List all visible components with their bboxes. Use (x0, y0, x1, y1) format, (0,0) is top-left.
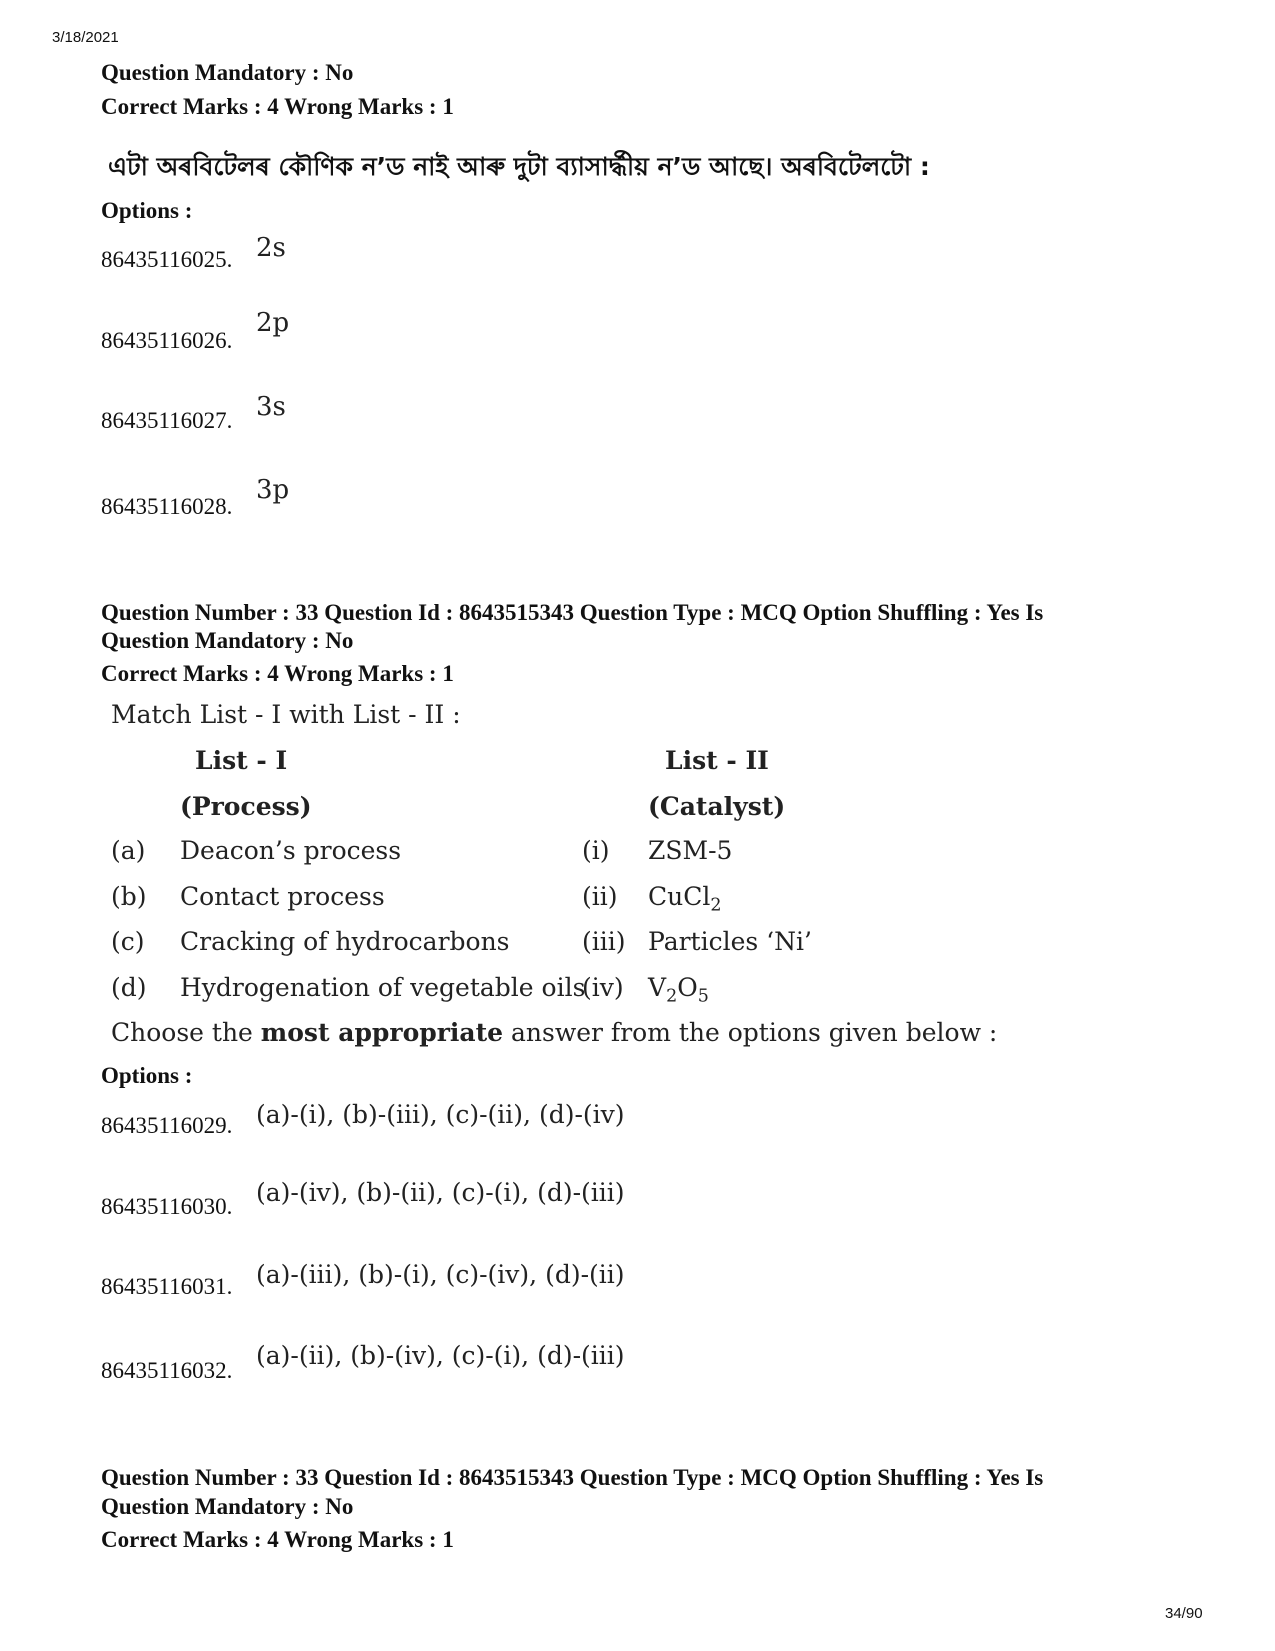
row-label: (a) (111, 836, 146, 865)
choose-instruction (111, 1018, 997, 1047)
catalyst-label: (iii) (582, 927, 626, 956)
catalyst-name (648, 882, 722, 916)
option-id: 86435116029. (101, 1113, 233, 1138)
option-id: 86435116031. (101, 1274, 233, 1299)
catalyst-name: Particles ‘Ni’ (648, 927, 812, 956)
question-meta: Question Number : 33 Question Id : 8643515343 Question Type : MCQ Option Shuffling : Yes Is (101, 1465, 1044, 1490)
option-text: 3s (256, 392, 286, 422)
list1-subtitle: (Process) (180, 792, 312, 821)
list2-subtitle: (Catalyst) (648, 792, 786, 821)
formula-subscript: 5 (697, 986, 709, 1007)
formula-subscript: 2 (710, 895, 722, 916)
question-text: এটা অৰবিটেলৰ কৌণিক ন’ড নাই আৰু দুটা ব্যাসার্দ্ধীয় ন’ড আছে। অৰবিটেলটো : (108, 152, 930, 181)
process-name: Hydrogenation of vegetable oils (180, 973, 586, 1002)
question-meta: Question Number : 33 Question Id : 8643515343 Question Type : MCQ Option Shuffling : Yes Is (101, 600, 1044, 625)
catalyst-name: ZSM-5 (648, 836, 733, 865)
options-label: Options : (101, 1063, 193, 1088)
option-text: (a)-(iii), (b)-(i), (c)-(iv), (d)-(ii) (256, 1260, 625, 1289)
option-id: 86435116030. (101, 1194, 233, 1219)
question-marks: Correct Marks : 4 Wrong Marks : 1 (101, 661, 454, 686)
catalyst-formula: V (648, 973, 667, 1002)
option-id: 86435116028. (101, 494, 233, 519)
catalyst-label: (i) (582, 836, 610, 865)
catalyst-label: (iv) (582, 973, 624, 1002)
option-id: 86435116032. (101, 1358, 233, 1383)
print-date: 3/18/2021 (52, 29, 119, 46)
question-marks: Correct Marks : 4 Wrong Marks : 1 (101, 94, 454, 119)
process-name: Deacon’s process (180, 836, 402, 865)
catalyst-label: (ii) (582, 882, 618, 911)
row-label: (c) (111, 927, 145, 956)
list2-title: List - II (665, 746, 769, 775)
catalyst-formula: O (677, 973, 698, 1002)
question-mandatory: Question Mandatory : No (101, 60, 354, 85)
choose-text: Choose the (111, 1018, 261, 1047)
formula-subscript: 2 (666, 986, 678, 1007)
option-text: 2p (256, 308, 290, 338)
match-intro: Match List - I with List - II : (111, 700, 461, 729)
option-text: 3p (256, 475, 290, 505)
option-id: 86435116025. (101, 247, 233, 272)
choose-text: answer from the options given below : (503, 1018, 998, 1047)
process-name: Cracking of hydrocarbons (180, 927, 510, 956)
catalyst-formula: CuCl (648, 882, 711, 911)
process-name: Contact process (180, 882, 385, 911)
option-text: (a)-(ii), (b)-(iv), (c)-(i), (d)-(iii) (256, 1341, 625, 1370)
option-text: (a)-(iv), (b)-(ii), (c)-(i), (d)-(iii) (256, 1178, 625, 1207)
option-id: 86435116026. (101, 328, 233, 353)
page-number: 34/90 (1165, 1605, 1203, 1622)
row-label: (d) (111, 973, 147, 1002)
catalyst-name (648, 973, 709, 1007)
question-mandatory: Question Mandatory : No (101, 628, 354, 653)
choose-emphasis: most appropriate (260, 1018, 504, 1047)
options-label: Options : (101, 198, 193, 223)
option-text: (a)-(i), (b)-(iii), (c)-(ii), (d)-(iv) (256, 1100, 625, 1129)
list1-title: List - I (195, 746, 288, 775)
question-marks: Correct Marks : 4 Wrong Marks : 1 (101, 1527, 454, 1552)
row-label: (b) (111, 882, 147, 911)
option-text: 2s (256, 233, 286, 263)
question-mandatory: Question Mandatory : No (101, 1494, 354, 1519)
option-id: 86435116027. (101, 408, 233, 433)
